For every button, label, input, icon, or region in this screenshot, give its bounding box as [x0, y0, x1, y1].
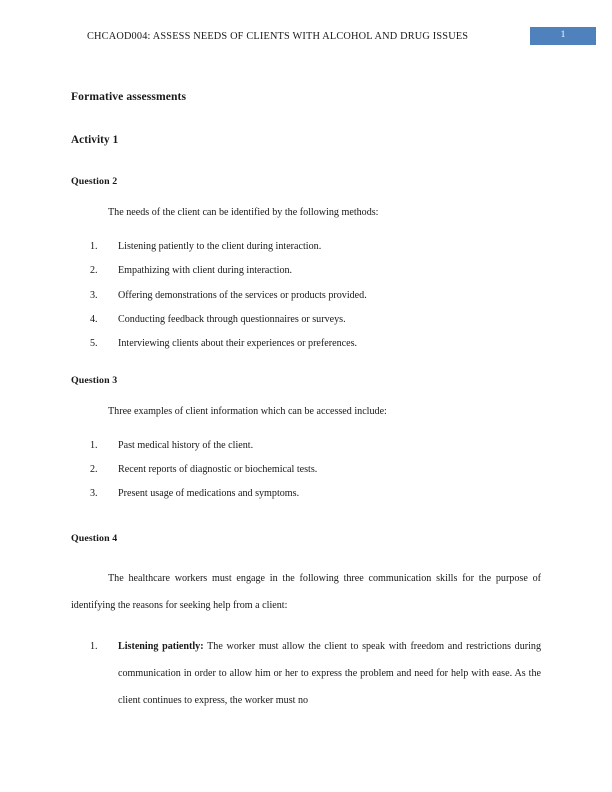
list-item	[71, 633, 541, 714]
list-item-text: The worker must allow the client to speak with freedom and restrictions during communication in order to allow him or her to express the problem and need for help with ease. As the client continues to express, the worker must no	[118, 640, 541, 706]
list-item-text: Conducting feedback through questionnaires or surveys.	[118, 313, 346, 325]
answer-list-3	[71, 441, 541, 499]
list-marker: 4.	[90, 313, 98, 325]
list-item	[71, 489, 541, 499]
page-title: Formative assessments	[71, 90, 187, 103]
question-heading-3: Question 3	[71, 374, 118, 386]
list-item-text: Present usage of medications and symptoms.	[118, 487, 300, 499]
question-heading-2: Question 2	[71, 176, 118, 188]
question-heading-4: Question 4	[71, 533, 118, 545]
list-item-text: Recent reports of diagnostic or biochemical tests.	[118, 463, 318, 475]
list-marker: 1.	[90, 241, 98, 253]
running-header	[71, 26, 604, 46]
activity-heading: Activity 1	[71, 133, 119, 146]
list-marker: 1.	[90, 439, 98, 451]
list-item-lead: Listening patiently:	[118, 640, 204, 652]
list-marker: 1.	[90, 640, 98, 652]
list-item	[71, 242, 541, 252]
list-item	[71, 266, 541, 276]
list-item-text: Past medical history of the client.	[118, 439, 254, 451]
document-body	[71, 90, 541, 730]
list-marker: 2.	[90, 265, 98, 277]
answer-list-2	[71, 242, 541, 348]
page-number-label: 1	[560, 30, 566, 41]
list-marker: 2.	[90, 463, 98, 475]
list-item	[71, 291, 541, 301]
question-intro-3: Three examples of client information which can be accessed include:	[108, 405, 387, 417]
page-number-badge	[530, 27, 596, 45]
list-marker: 5.	[90, 337, 98, 349]
list-item	[71, 339, 541, 349]
header-title: CHCAOD004: ASSESS NEEDS OF CLIENTS WITH ALCOHOL AND DRUG ISSUES	[87, 30, 469, 42]
list-marker: 3.	[90, 487, 98, 499]
list-item-text: Offering demonstrations of the services or products provided.	[118, 289, 367, 301]
list-item	[71, 465, 541, 475]
list-item	[71, 315, 541, 325]
list-marker: 3.	[90, 289, 98, 301]
section-spacer	[71, 515, 541, 533]
list-item-text: Interviewing clients about their experiences or preferences.	[118, 337, 358, 349]
question-intro-2: The needs of the client can be identified by the following methods:	[108, 207, 379, 219]
section-spacer	[71, 365, 541, 375]
answer-list-4	[71, 633, 541, 714]
list-item-text: Listening patiently to the client during interaction.	[118, 241, 322, 253]
list-item	[71, 441, 541, 451]
list-item-text: Empathizing with client during interaction.	[118, 265, 293, 277]
question-intro-4: The healthcare workers must engage in the following three communication skills for the purpose of identifying the reasons for seeking help from a client:	[71, 572, 541, 611]
